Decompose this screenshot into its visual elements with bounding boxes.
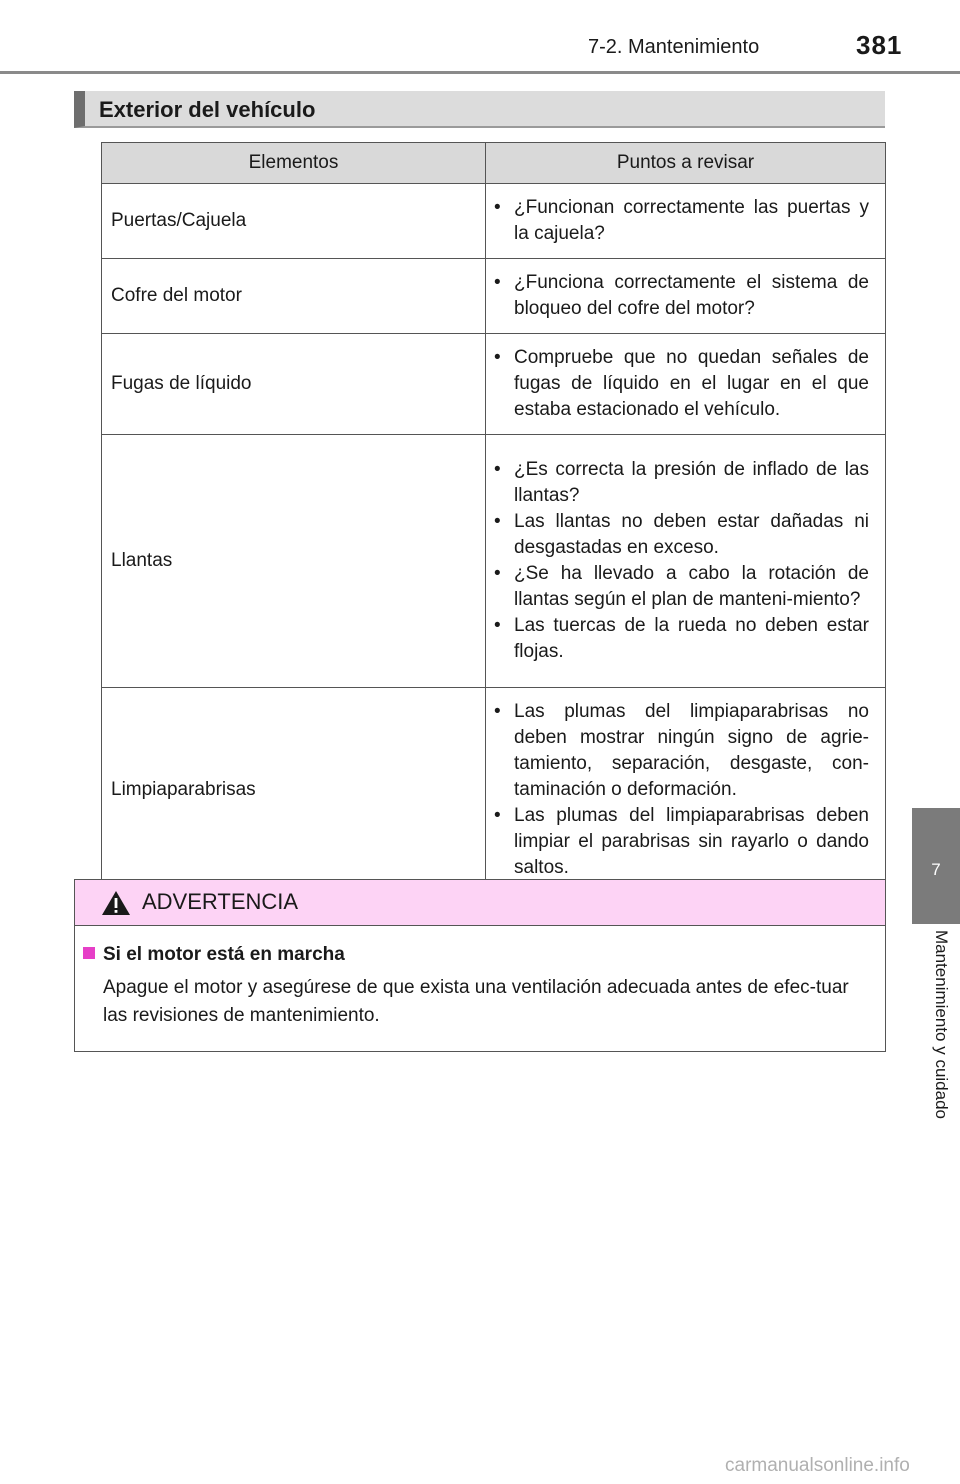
check-point: • Las tuercas de la rueda no deben estar flojas. <box>494 613 869 665</box>
row-points <box>486 334 886 435</box>
warning-header <box>75 880 885 926</box>
section-label: 7-2. Mantenimiento <box>588 36 760 58</box>
row-item: Limpiaparabrisas <box>102 688 486 893</box>
check-point: • Las llantas no deben estar dañadas ni desgastadas en exceso. <box>494 509 869 561</box>
check-point: • ¿Funciona correctamente el sistema de bloqueo del cofre del motor? <box>494 270 869 322</box>
row-points <box>486 184 886 259</box>
header-rule <box>0 71 960 74</box>
check-point: • Compruebe que no quedan señales de fugas de líquido en el lugar en el que estaba estacionado el vehículo. <box>494 345 869 423</box>
row-points <box>486 688 886 893</box>
table-row <box>102 688 886 893</box>
section-heading-bar <box>74 91 885 128</box>
warning-body: Apague el motor y asegúrese de que exista una ventilación adecuada antes de efec-tuar las revisiones de mantenimiento. <box>103 977 849 1026</box>
watermark: carmanualsonline.info <box>725 1455 910 1476</box>
check-point: • ¿Funcionan correctamente las puertas y la cajuela? <box>494 195 869 247</box>
row-item: Llantas <box>102 435 486 688</box>
page-number: 381 <box>856 30 903 60</box>
row-points <box>486 435 886 688</box>
column-header-items: Elementos <box>102 143 486 184</box>
column-header-points: Puntos a revisar <box>486 143 886 184</box>
chapter-number: 7 <box>931 860 941 879</box>
chapter-label: Mantenimiento y cuidado <box>932 930 951 1120</box>
inspection-table <box>101 142 886 893</box>
warning-box <box>74 879 886 1052</box>
check-point: • ¿Es correcta la presión de inflado de las llantas? <box>494 457 869 509</box>
check-point: • Las plumas del limpiaparabrisas deben limpiar el parabrisas sin rayarlo o dando saltos. <box>494 803 869 881</box>
check-point: • ¿Se ha llevado a cabo la rotación de llantas según el plan de manteni-miento? <box>494 561 869 613</box>
table-row <box>102 184 886 259</box>
row-item: Puertas/Cajuela <box>102 184 486 259</box>
table-row <box>102 259 886 334</box>
section-title: Exterior del vehículo <box>99 97 316 122</box>
check-point: • Las plumas del limpiaparabrisas no deben mostrar ningún signo de agrie-tamiento, separación, desgaste, con-taminación o deformación. <box>494 699 869 803</box>
warning-subheading <box>83 944 345 966</box>
table-row <box>102 435 886 688</box>
table-row <box>102 334 886 435</box>
warning-triangle-icon <box>101 890 131 916</box>
row-points <box>486 259 886 334</box>
warning-subheading-text: Si el motor está en marcha <box>103 944 345 965</box>
row-item: Cofre del motor <box>102 259 486 334</box>
table-header-row <box>102 143 886 184</box>
warning-title: ADVERTENCIA <box>142 889 299 914</box>
page-header <box>0 0 960 76</box>
row-item: Fugas de líquido <box>102 334 486 435</box>
square-bullet-icon <box>83 947 95 959</box>
chapter-tab <box>912 808 960 924</box>
